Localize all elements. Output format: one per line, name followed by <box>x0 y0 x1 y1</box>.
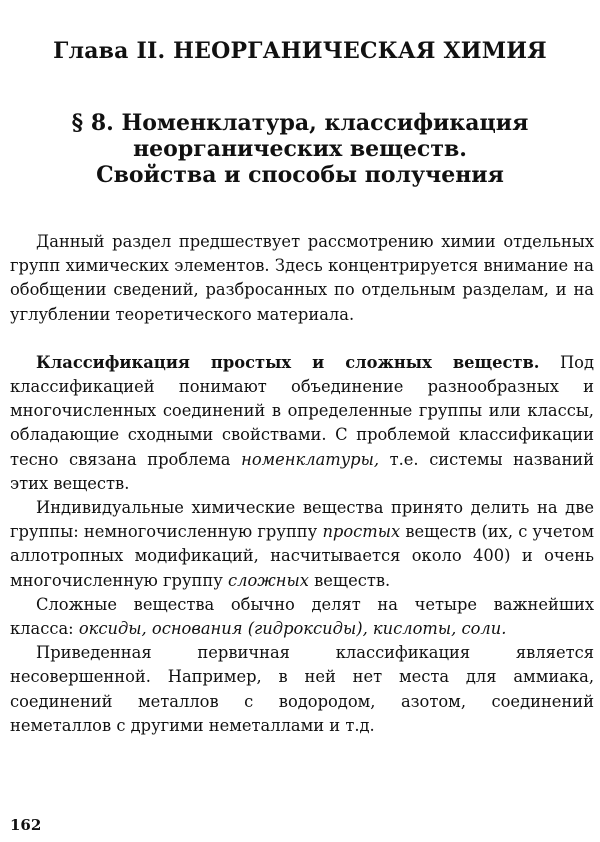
classes-text-a: Сложные вещества обычно делят на четыре важнейших класса: <box>10 594 594 639</box>
page-number: 162 <box>10 816 42 834</box>
substance-groups-paragraph <box>10 496 594 593</box>
classes-paragraph <box>10 593 594 641</box>
section-title-line-3: Свойства и способы получения <box>96 162 504 188</box>
substance-groups-text-a: Индивидуальные химические вещества принято делить на две группы: немногочисленную группу <box>10 498 594 542</box>
simple-term: простых <box>322 522 401 542</box>
imperfect-classification-paragraph: Приведенная первичная классификация является несовершенной. Например, в ней нет места для аммиака, соединений металлов с водородом, азотом, соединений неметаллов с другими неметаллами и т.д. <box>10 643 594 735</box>
nomenclature-term: номенклатуры, <box>241 449 380 469</box>
section-title-line-1: § 8. Номенклатура, классификация <box>71 110 529 136</box>
section-title-line-2: неорганических веществ. <box>133 136 467 162</box>
substance-groups-text-b: веществ (их, с учетом аллотропных модификаций, насчитывается около 400) и очень многочисленную группу <box>10 522 594 590</box>
intro-paragraph: Данный раздел предшествует рассмотрению химии отдельных групп химических элементов. Здесь концентрируется внимание на обобщении сведений, разбросанных по отдельным разделам, и на углублении теоретического материала. <box>10 232 594 324</box>
section-title <box>0 110 600 188</box>
substance-groups-text-c: веществ. <box>308 570 391 590</box>
classification-text-b: т.е. системы названий этих веществ. <box>10 449 594 493</box>
chapter-title: Глава II. НЕОРГАНИЧЕСКАЯ ХИМИЯ <box>53 38 547 64</box>
classes-list: оксиды, основания (гидроксиды), кислоты, соли. <box>78 619 507 639</box>
complex-term: сложных <box>227 570 309 590</box>
classification-paragraph <box>10 351 594 496</box>
classification-heading: Классификация простых и сложных веществ. <box>36 352 540 372</box>
classification-text-a: Под классификацией понимают объединение разнообразных и многочисленных соединений в определенные группы или классы, обладающие сходными свойствами. С проблемой классификации тесно связана проблема <box>10 352 594 469</box>
body-text <box>10 230 594 738</box>
